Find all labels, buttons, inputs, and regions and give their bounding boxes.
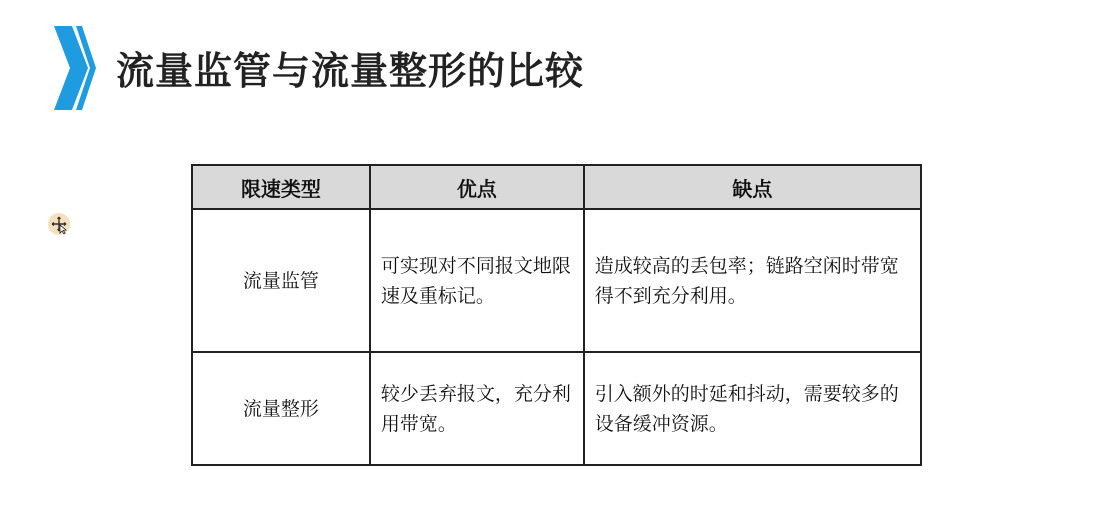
header-advantages: 优点: [370, 165, 584, 209]
header-disadvantages: 缺点: [584, 165, 921, 209]
comparison-table: [191, 164, 922, 466]
row-cons-shaping: 引入额外的时延和抖动，需要较多的设备缓冲资源。: [584, 352, 921, 465]
row-type-policing: 流量监管: [192, 209, 370, 352]
chevron-right-icon: [50, 24, 96, 112]
table-header-row: [192, 165, 921, 209]
row-cons-policing: 造成较高的丢包率；链路空闲时带宽得不到充分利用。: [584, 209, 921, 352]
table-row: [192, 209, 921, 352]
move-cursor-icon: [47, 212, 71, 236]
table-row: [192, 352, 921, 465]
row-pros-policing: 可实现对不同报文地限速及重标记。: [370, 209, 584, 352]
slide-title: 流量监管与流量整形的比较: [116, 49, 585, 93]
row-type-shaping: 流量整形: [192, 352, 370, 465]
row-pros-shaping: 较少丢弃报文，充分利用带宽。: [370, 352, 584, 465]
header-rate-limit-type: 限速类型: [192, 165, 370, 209]
